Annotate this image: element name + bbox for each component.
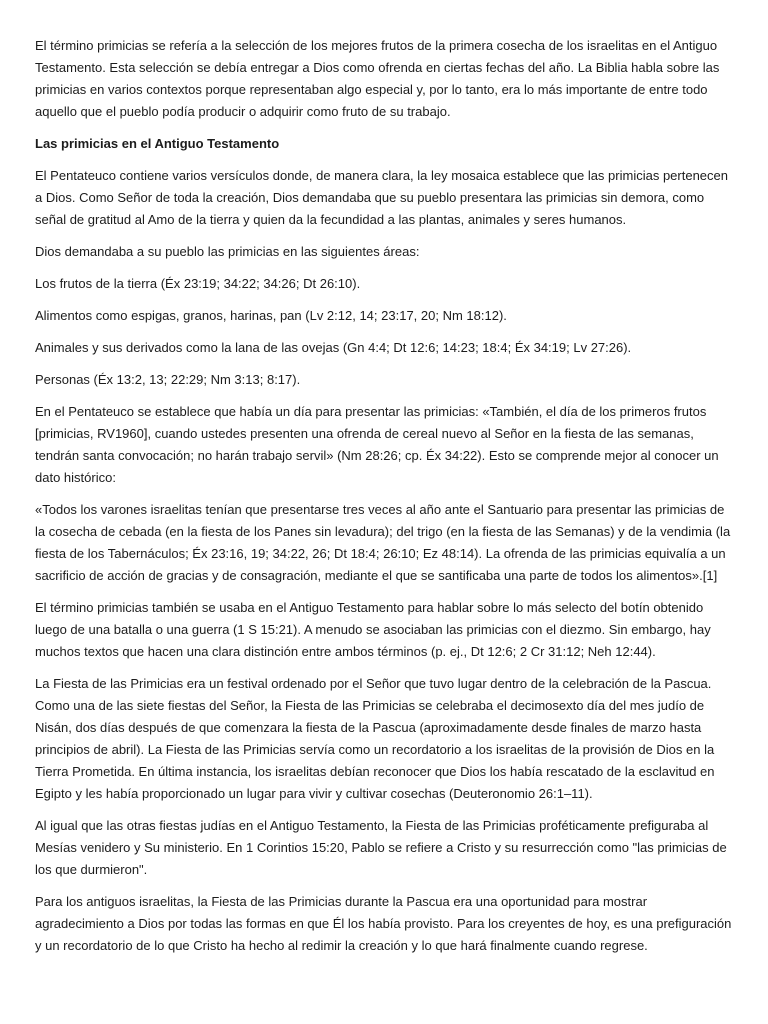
paragraph-area-animales: Animales y sus derivados como la lana de las ovejas (Gn 4:4; Dt 12:6; 14:23; 18:4; Éx 34:19; Lv 27:26). — [35, 340, 632, 355]
paragraph-area-personas: Personas (Éx 13:2, 13; 22:29; Nm 3:13; 8:17). — [35, 372, 301, 387]
paragraph-area-frutos: Los frutos de la tierra (Éx 23:19; 34:22; 34:26; Dt 26:10). — [35, 276, 361, 291]
paragraph-mesias: Al igual que las otras fiestas judías en el Antiguo Testamento, la Fiesta de las Primicias proféticamente prefiguraba al Mesías venidero y Su ministerio. En 1 Corintios 15:20, Pablo se refiere a Cristo y su resurrección como "las primicias de los que durmieron". — [35, 818, 727, 877]
section-heading: Las primicias en el Antiguo Testamento — [35, 136, 280, 151]
paragraph-intro: El término primicias se refería a la selección de los mejores frutos de la primera cosecha de los israelitas en el Antiguo Testamento. Esta selección se debía entregar a Dios como ofrenda en ciertas fechas del año. La Biblia habla sobre las primicias en varios contextos porque representaban algo especial y, por lo tanto, era lo más importante de entre todo aquello que el pueblo podía producir o adquirir como fruto de su trabajo. — [35, 38, 720, 119]
paragraph-conclusion: Para los antiguos israelitas, la Fiesta de las Primicias durante la Pascua era una oportunidad para mostrar agradecimiento a Dios por todas las formas en que Él los había provisto. Para los creyentes de hoy, es una prefiguración y un recordatorio de lo que Cristo ha hecho al redimir la creación y lo que hará finalmente cuando regrese. — [35, 894, 732, 953]
paragraph-dia-primicias: En el Pentateuco se establece que había un día para presentar las primicias: «También, el día de los primeros frutos [primicias, RV1960], cuando ustedes presenten una ofrenda de cereal nuevo al Señor en la fiesta de las semanas, tendrán santa convocación; no harán trabajo servil» (Nm 28:26; cp. Éx 34:22). Esto se comprende mejor al conocer un dato histórico: — [35, 404, 719, 485]
paragraph-fiesta: La Fiesta de las Primicias era un festival ordenado por el Señor que tuvo lugar dentro de la celebración de la Pascua. Como una de las siete fiestas del Señor, la Fiesta de las Primicias se celebraba el decimosexto día del mes judío de Nisán, dos días después de que comenzara la fiesta de la Pascua (aproximadamente desde finales de marzo hasta principios de abril). La Fiesta de las Primicias servía como un recordatorio a los israelitas de la provisión de Dios en la Tierra Prometida. En última instancia, los israelitas debían reconocer que Dios los había rescatado de la esclavitud en Egipto y les había proporcionado un lugar para vivir y cultivar cosechas (Deuteronomio 26:1–11). — [35, 676, 715, 801]
paragraph-areas-intro: Dios demandaba a su pueblo las primicias en las siguientes áreas: — [35, 244, 420, 259]
paragraph-area-alimentos: Alimentos como espigas, granos, harinas, pan (Lv 2:12, 14; 23:17, 20; Nm 18:12). — [35, 308, 507, 323]
paragraph-quote: «Todos los varones israelitas tenían que presentarse tres veces al año ante el Santuario para presentar las primicias de la cosecha de cebada (en la fiesta de los Panes sin levadura); del trigo (en la fiesta de las Semanas) y de la vendimia (la fiesta de los Tabernáculos; Éx 23:16, 19; 34:22, 26; Dt 18:4; 26:10; Ez 48:14). La ofrenda de las primicias equivalía a un sacrificio de acción de gracias y de consagración, mediante el que se santificaba una parte de todos los alimentos».[1] — [35, 502, 731, 583]
paragraph-pentateuco: El Pentateuco contiene varios versículos donde, de manera clara, la ley mosaica establece que las primicias pertenecen a Dios. Como Señor de toda la creación, Dios demandaba que su pueblo presentara las primicias sin demora, como señal de gratitud al Amo de la tierra y quien da la fecundidad a las plantas, animales y seres humanos. — [35, 168, 728, 227]
paragraph-botin: El término primicias también se usaba en el Antiguo Testamento para hablar sobre lo más selecto del botín obtenido luego de una batalla o una guerra (1 S 15:21). A menudo se asociaban las primicias con el diezmo. Sin embargo, hay muchos textos que hacen una clara distinción entre ambos términos (p. ej., Dt 12:6; 2 Cr 31:12; Neh 12:44). — [35, 600, 711, 659]
